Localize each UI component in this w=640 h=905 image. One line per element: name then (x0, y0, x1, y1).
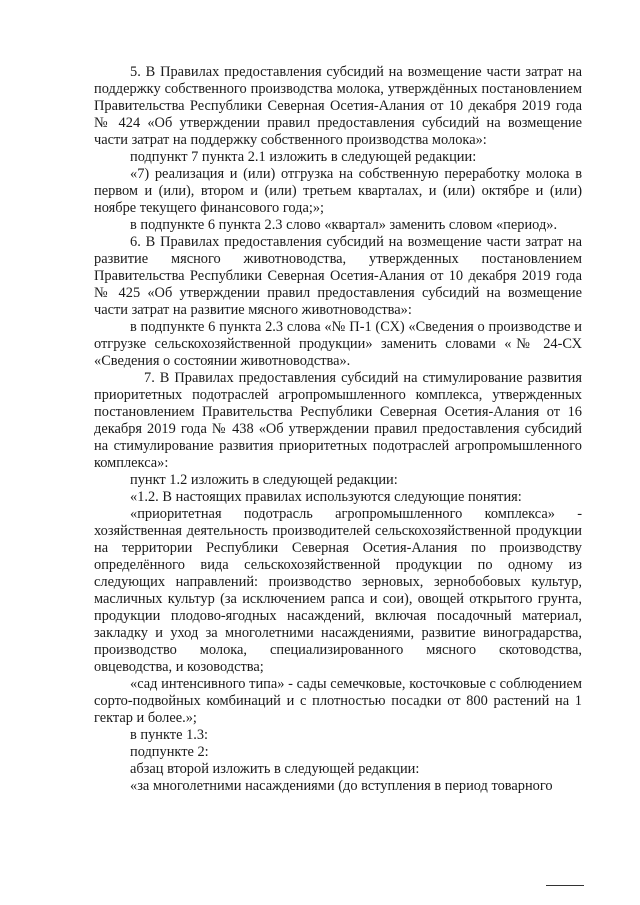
footer-rule (546, 885, 584, 886)
paragraph: 5. В Правилах предоставления субсидий на возмещение части затрат на поддержку собственного производства молока, утверждённых постановлением Правительства Республики Северная Осетия-Алания от 10 декабря 2019 года № 424 «Об утверждении правил предоставления субсидий на возмещение части затрат на поддержку собственного производства молока»: (94, 64, 582, 148)
paragraph: пункт 1.2 изложить в следующей редакции: (130, 472, 398, 488)
paragraph: абзац второй изложить в следующей редакции: (130, 761, 420, 777)
paragraph: «сад интенсивного типа» - сады семечковые, косточковые с соблюдением сорто-подвойных комбинаций и с плотностью посадки от 800 растений на 1 гектар и более.»; (94, 676, 582, 726)
paragraph: «1.2. В настоящих правилах используются следующие понятия: (130, 489, 522, 505)
paragraph: «приоритетная подотрасль агропромышленного комплекса» - хозяйственная деятельность производителей сельскохозяйственной продукции на территории Республики Северная Осетия-Алания по производству определённого вида сельскохозяйственной продукции по одному из следующих направлений: производство зерновых, зернобобовых культур, масличных культур (за исключением рапса и сои), овощей открытого грунта, продукции плодово-ягодных насаждений, включая посадочный материал, закладку и уход за многолетними насаждениями, развитие виноградарства, производство молока, специализированного мясного скотоводства, овцеводства, и козоводства; (94, 506, 582, 675)
paragraph: в пункте 1.3: (130, 727, 209, 743)
paragraph: в подпункте 6 пункта 2.3 слова «№ П-1 (СХ) «Сведения о производстве и отгрузке сельскохозяйственной продукции» заменить словами «№ 24-СХ «Сведения о состоянии животноводства». (94, 319, 582, 369)
paragraph: «7) реализация и (или) отгрузка на собственную переработку молока в первом и (или), втором и (или) третьем кварталах, и (или) октябре и (или) ноябре текущего финансового года;»; (94, 166, 582, 216)
paragraph: 7. В Правилах предоставления субсидий на стимулирование развития приоритетных подотраслей агропромышленного комплекса, утвержденных постановлением Правительства Республики Северная Осетия-Алания от 16 декабря 2019 года № 438 «Об утверждении правил предоставления субсидий на стимулирование развития приоритетных подотраслей агропромышленного комплекса»: (94, 370, 582, 471)
paragraph: подпункт 7 пункта 2.1 изложить в следующей редакции: (130, 149, 477, 165)
document-body (94, 64, 582, 795)
paragraph: 6. В Правилах предоставления субсидий на возмещение части затрат на развитие мясного животноводства, утвержденных постановлением Правительства Республики Северная Осетия-Алания от 10 декабря 2019 года № 425 «Об утверждении правил предоставления субсидий на возмещение части затрат на развитие мясного животноводства»: (94, 234, 582, 318)
paragraph: «за многолетними насаждениями (до вступления в период товарного (130, 778, 553, 794)
paragraph: подпункте 2: (130, 744, 209, 760)
paragraph: в подпункте 6 пункта 2.3 слово «квартал» заменить словом «период». (130, 217, 558, 233)
